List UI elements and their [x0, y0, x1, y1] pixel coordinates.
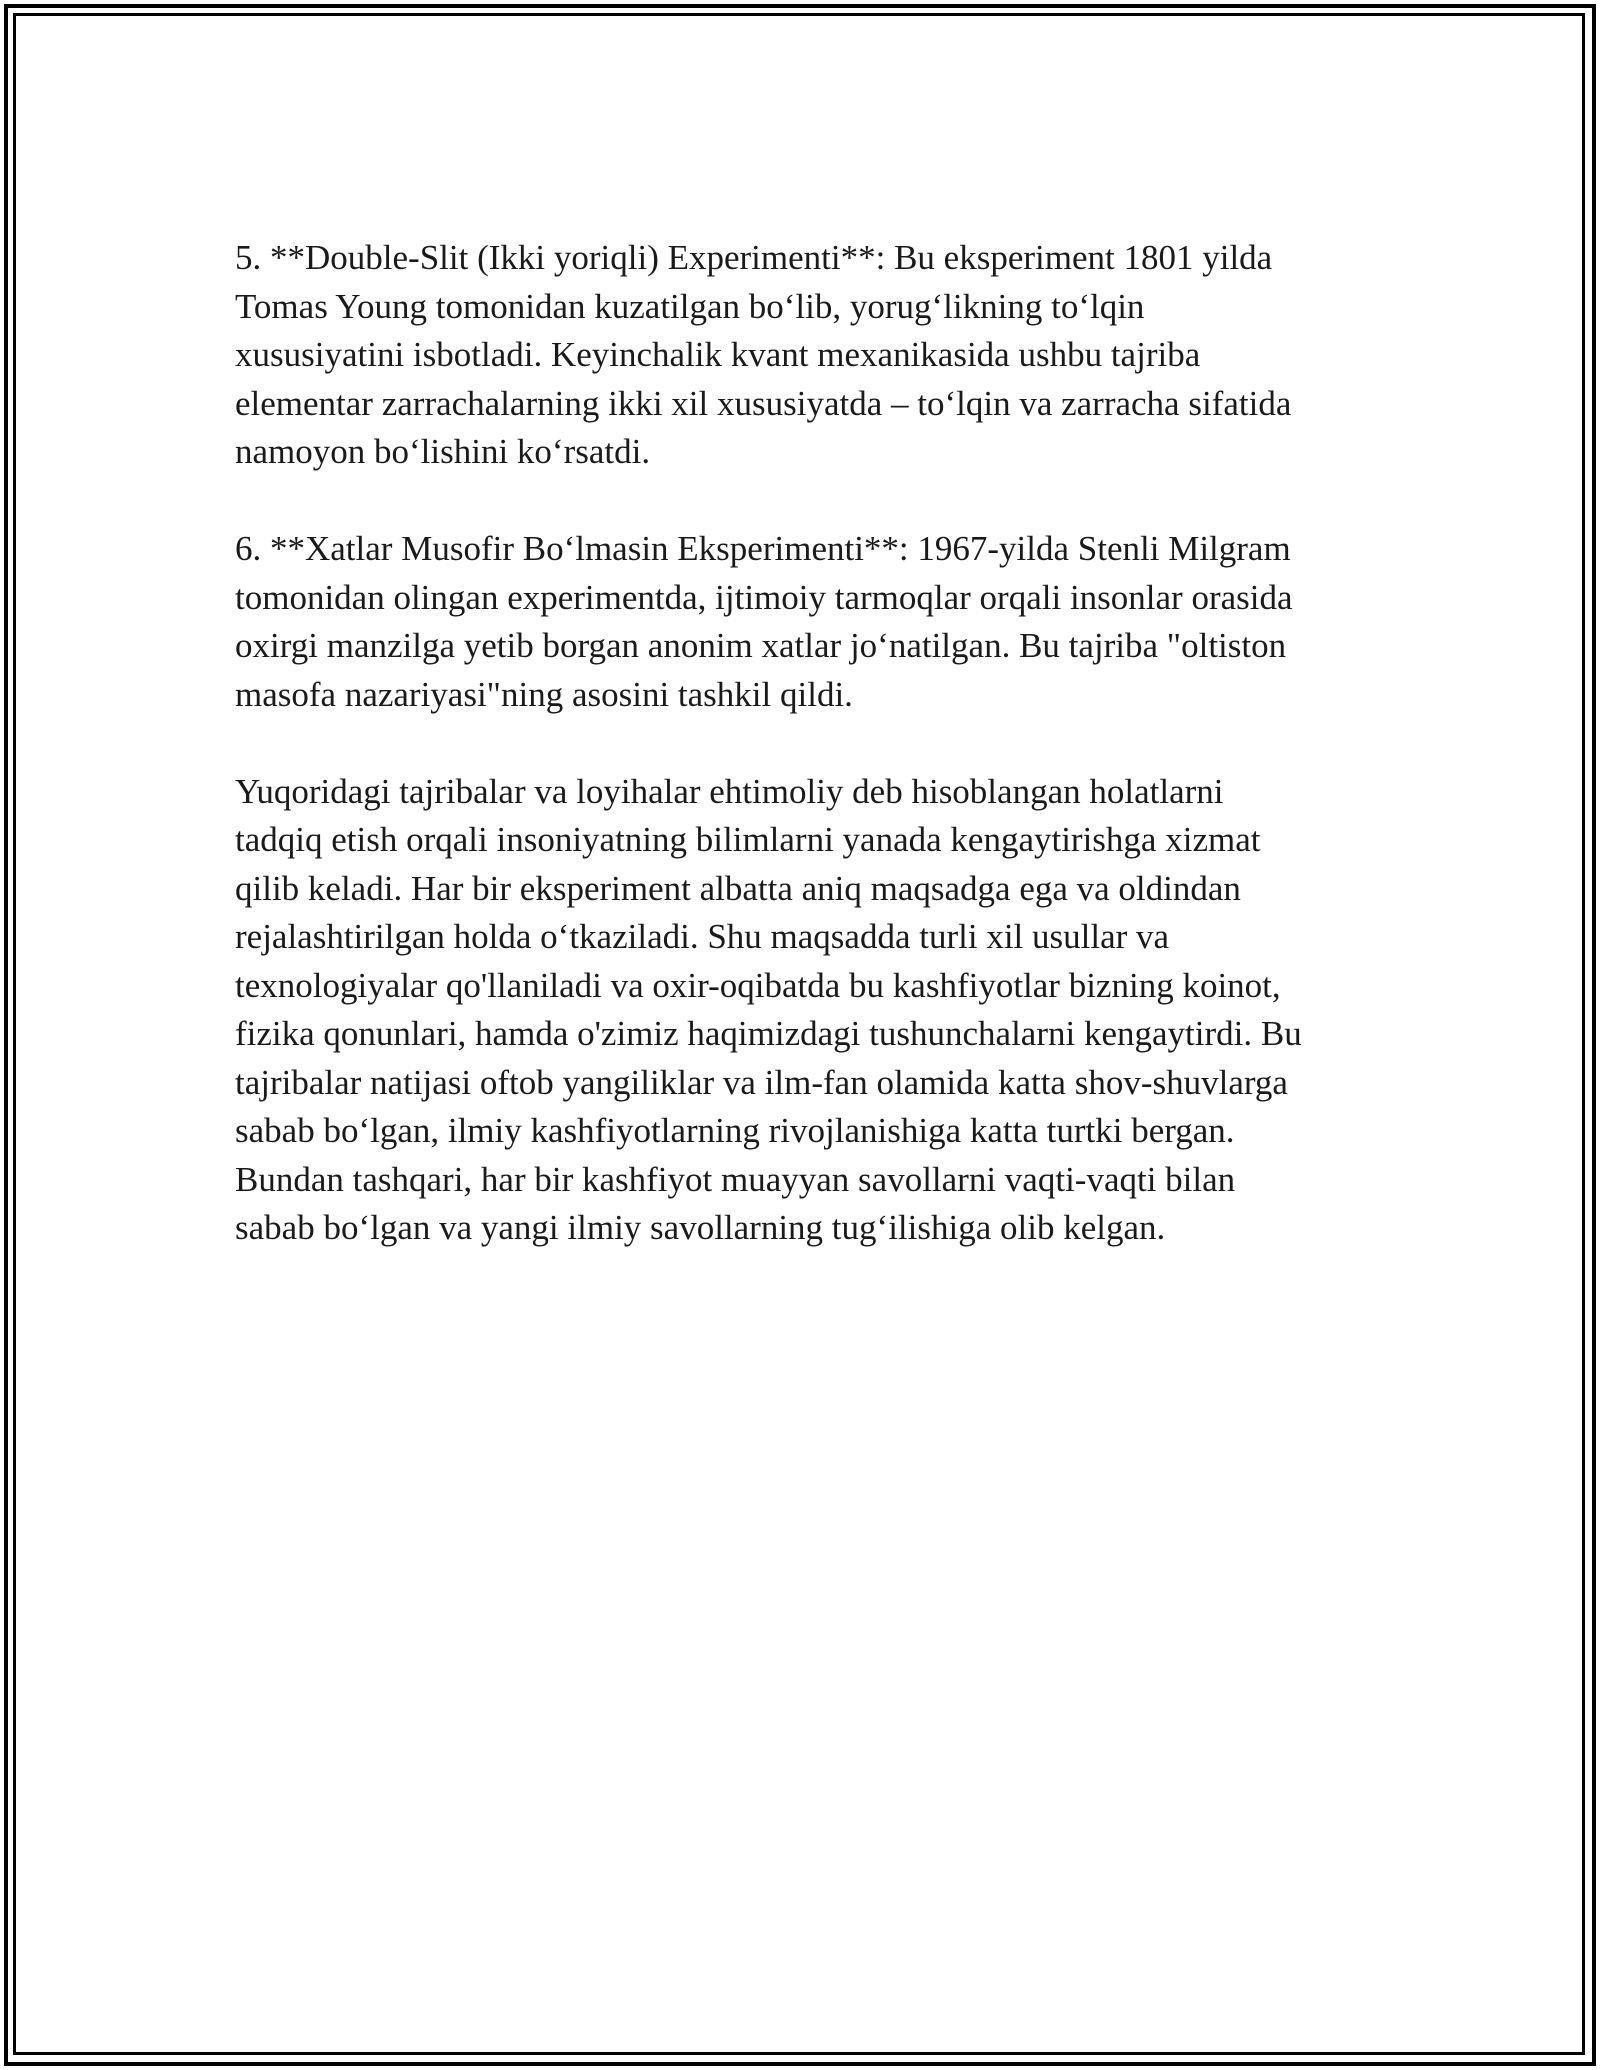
text-line: masofa nazariyasi"ning asosini tashkil qildi.: [235, 674, 853, 714]
text-line: 6. **Xatlar Musofir Bo‘lmasin Eksperimenti**: 1967-yilda Stenli Milgram: [235, 529, 1291, 568]
paragraph-milgram: [235, 525, 1375, 719]
text-line: sabab bo‘lgan va yangi ilmiy savollarning tug‘ilishiga olib kelgan.: [235, 1208, 1166, 1247]
text-line: qilib keladi. Har bir eksperiment albatta aniq maqsadga ega va oldindan: [235, 868, 1241, 908]
paragraph-conclusion: [235, 768, 1375, 1253]
text-line: 5. **Double-Slit (Ikki yoriqli) Experimenti**: Bu eksperiment 1801 yilda: [235, 238, 1273, 277]
text-line: tadqiq etish orqali insoniyatning bilimlarni yanada kengaytirishga xizmat: [235, 820, 1261, 859]
text-line: xususiyatini isbotladi. Keyinchalik kvant mexanikasida ushbu tajriba: [235, 335, 1201, 374]
text-line: Bundan tashqari, har bir kashfiyot muayyan savollarni vaqti-vaqti bilan: [235, 1159, 1236, 1199]
text-line: Tomas Young tomonidan kuzatilgan bo‘lib, yorug‘likning to‘lqin: [235, 286, 1145, 326]
text-line: texnologiyalar qo'llaniladi va oxir-oqibatda bu kashfiyotlar bizning koinot,: [235, 965, 1281, 1005]
text-line: tajribalar natijasi oftob yangiliklar va ilm-fan olamida katta shov-shuvlarga: [235, 1062, 1288, 1102]
text-line: Yuqoridagi tajribalar va loyihalar ehtimoliy deb hisoblangan holatlarni: [235, 771, 1224, 811]
text-line: fizika qonunlari, hamda o'zimiz haqimizdagi tushunchalarni kengaytirdi. Bu: [235, 1014, 1302, 1053]
text-line: namoyon bo‘lishini ko‘rsatdi.: [235, 432, 651, 471]
paragraph-double-slit: [235, 234, 1375, 477]
text-line: oxirgi manzilga yetib borgan anonim xatlar jo‘natilgan. Bu tajriba "oltiston: [235, 626, 1287, 665]
text-line: rejalashtirilgan holda o‘tkaziladi. Shu maqsadda turli xil usullar va: [235, 917, 1170, 956]
text-line: sabab bo‘lgan, ilmiy kashfiyotlarning rivojlanishiga katta turtki bergan.: [235, 1111, 1235, 1150]
text-line: elementar zarrachalarning ikki xil xususiyatda – to‘lqin va zarracha sifatida: [235, 383, 1292, 423]
text-line: tomonidan olingan experimentda, ijtimoiy tarmoqlar orqali insonlar orasida: [235, 577, 1293, 617]
document-body: [235, 234, 1375, 1253]
